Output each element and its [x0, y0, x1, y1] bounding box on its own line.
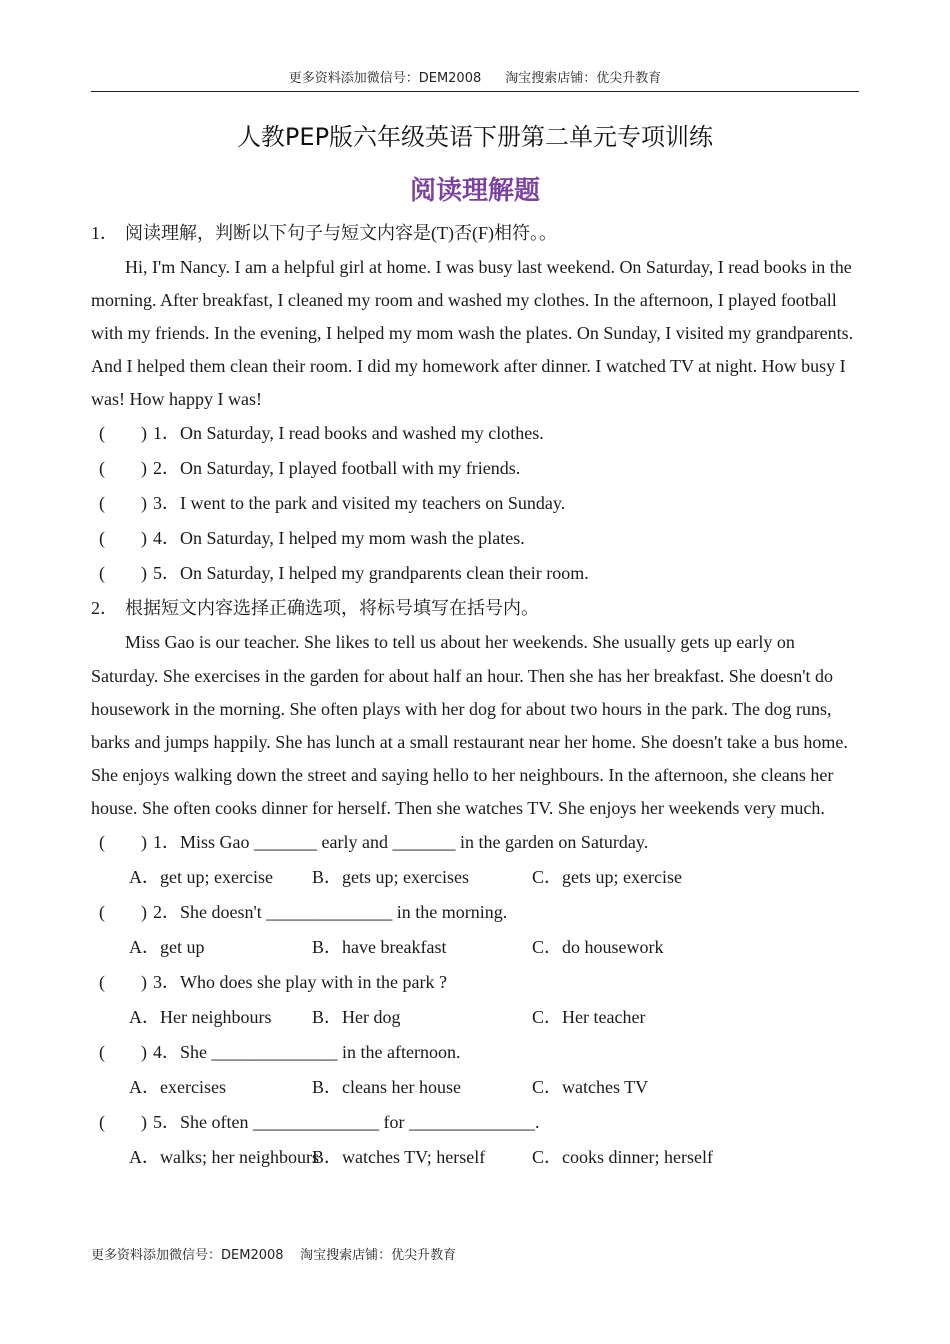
q2-item-2-options — [91, 930, 861, 965]
answer-blank[interactable]: ( ) — [99, 1042, 147, 1063]
option-c: C．do housework — [532, 937, 664, 958]
option-c: C．cooks dinner; herself — [532, 1147, 713, 1168]
footer-wechat: 更多资料添加微信号：DEM2008 — [91, 1248, 284, 1263]
option-b: B．watches TV; herself — [312, 1147, 486, 1168]
question-1-number: 1． — [91, 223, 118, 243]
answer-blank[interactable]: ( ) — [99, 902, 147, 923]
option-a: A．Her neighbours — [129, 1007, 272, 1028]
q1-item-5 — [91, 556, 861, 591]
q2-item-5-options — [91, 1140, 861, 1175]
page-title: 人教PEP版六年级英语下册第二单元专项训练 — [236, 123, 714, 151]
q2-item-4-options — [91, 1070, 861, 1105]
q1-item-text: 2．On Saturday, I played football with my friends. — [153, 458, 521, 479]
q1-item-4 — [91, 521, 861, 556]
option-a: A．exercises — [129, 1077, 226, 1098]
option-b: B．Her dog — [312, 1007, 401, 1028]
footer-shop: 淘宝搜索店铺：优尖升教育 — [300, 1248, 457, 1263]
option-a: A．get up — [129, 937, 205, 958]
option-a: A．walks; her neighbours — [129, 1147, 319, 1168]
worksheet-content — [91, 216, 861, 1175]
q2-item-1-options — [91, 860, 861, 895]
answer-blank[interactable]: ( ) — [99, 972, 147, 993]
question-2-number: 2． — [91, 598, 118, 619]
answer-blank[interactable]: ( ) — [99, 493, 147, 514]
q1-item-1 — [91, 416, 861, 451]
q2-item-2 — [91, 895, 861, 930]
page-header — [91, 66, 859, 92]
q1-item-3 — [91, 486, 861, 521]
q2-item-text: 4．She ______________ in the afternoon. — [153, 1042, 461, 1063]
q1-item-text: 5．On Saturday, I helped my grandparents clean their room. — [153, 563, 589, 584]
q2-item-3 — [91, 965, 861, 1000]
question-1-heading — [91, 216, 861, 251]
question-1-passage: Hi, I'm Nancy. I am a helpful girl at home. I was busy last weekend. On Saturday, I read books in the morning. After breakfast, I cleaned my room and washed my clothes. In the afternoon, I played football with my friends. In the evening, I helped my mom wash the plates. On Sunday, I visited my grandparents. And I helped them clean their room. I did my homework after dinner. I watched TV at night. How busy I was! How happy I was! — [91, 257, 854, 410]
answer-blank[interactable]: ( ) — [99, 423, 147, 444]
option-c: C．watches TV — [532, 1077, 649, 1098]
page-footer — [91, 1244, 456, 1263]
question-2-passage: Miss Gao is our teacher. She likes to tell us about her weekends. She usually gets up early on Saturday. She exercises in the garden for about half an hour. Then she has her breakfast. She doesn't do housework in the morning. She often plays with her dog for about two hours in the park. The dog runs, barks and jumps happily. She has lunch at a small restaurant near her home. She doesn't take a bus home. She enjoys walking down the street and saying hello to her neighbours. In the afternoon, she cleans her house. She often cooks dinner for herself. Then she watches TV. She enjoys her weekends very much. — [91, 632, 848, 818]
q1-item-text: 1．On Saturday, I read books and washed my clothes. — [153, 423, 544, 444]
answer-blank[interactable]: ( ) — [99, 563, 147, 584]
q1-item-2 — [91, 451, 861, 486]
q2-item-1 — [91, 825, 861, 860]
answer-blank[interactable]: ( ) — [99, 528, 147, 549]
answer-blank[interactable]: ( ) — [99, 458, 147, 479]
option-b: B．cleans her house — [312, 1077, 461, 1098]
page-subtitle: 阅读理解题 — [409, 176, 540, 206]
q2-item-text: 1．Miss Gao _______ early and _______ in the garden on Saturday. — [153, 832, 649, 853]
question-1-instruction: 阅读理解，判断以下句子与短文内容是(T)否(F)相符。。 — [125, 223, 557, 243]
q2-item-4 — [91, 1035, 861, 1070]
option-c: C．Her teacher — [532, 1007, 646, 1028]
q2-item-5 — [91, 1105, 861, 1140]
header-shop: 淘宝搜索店铺：优尖升教育 — [505, 71, 662, 86]
question-2-heading — [91, 591, 861, 626]
q2-item-text: 5．She often ______________ for ______________. — [153, 1112, 540, 1133]
q2-item-3-options — [91, 1000, 861, 1035]
header-wechat: 更多资料添加微信号：DEM2008 — [288, 71, 482, 86]
answer-blank[interactable]: ( ) — [99, 832, 147, 853]
q2-item-text: 2．She doesn't ______________ in the morning. — [153, 902, 508, 923]
question-2-instruction: 根据短文内容选择正确选项，将标号填写在括号内。 — [125, 598, 539, 619]
answer-blank[interactable]: ( ) — [99, 1112, 147, 1133]
option-c: C．gets up; exercise — [532, 867, 682, 888]
option-b: B．have breakfast — [312, 937, 447, 958]
option-a: A．get up; exercise — [129, 867, 273, 888]
q1-item-text: 4．On Saturday, I helped my mom wash the plates. — [153, 528, 525, 549]
q2-item-text: 3．Who does she play with in the park ? — [153, 972, 447, 993]
q1-item-text: 3．I went to the park and visited my teachers on Sunday. — [153, 493, 566, 514]
option-b: B．gets up; exercises — [312, 867, 469, 888]
